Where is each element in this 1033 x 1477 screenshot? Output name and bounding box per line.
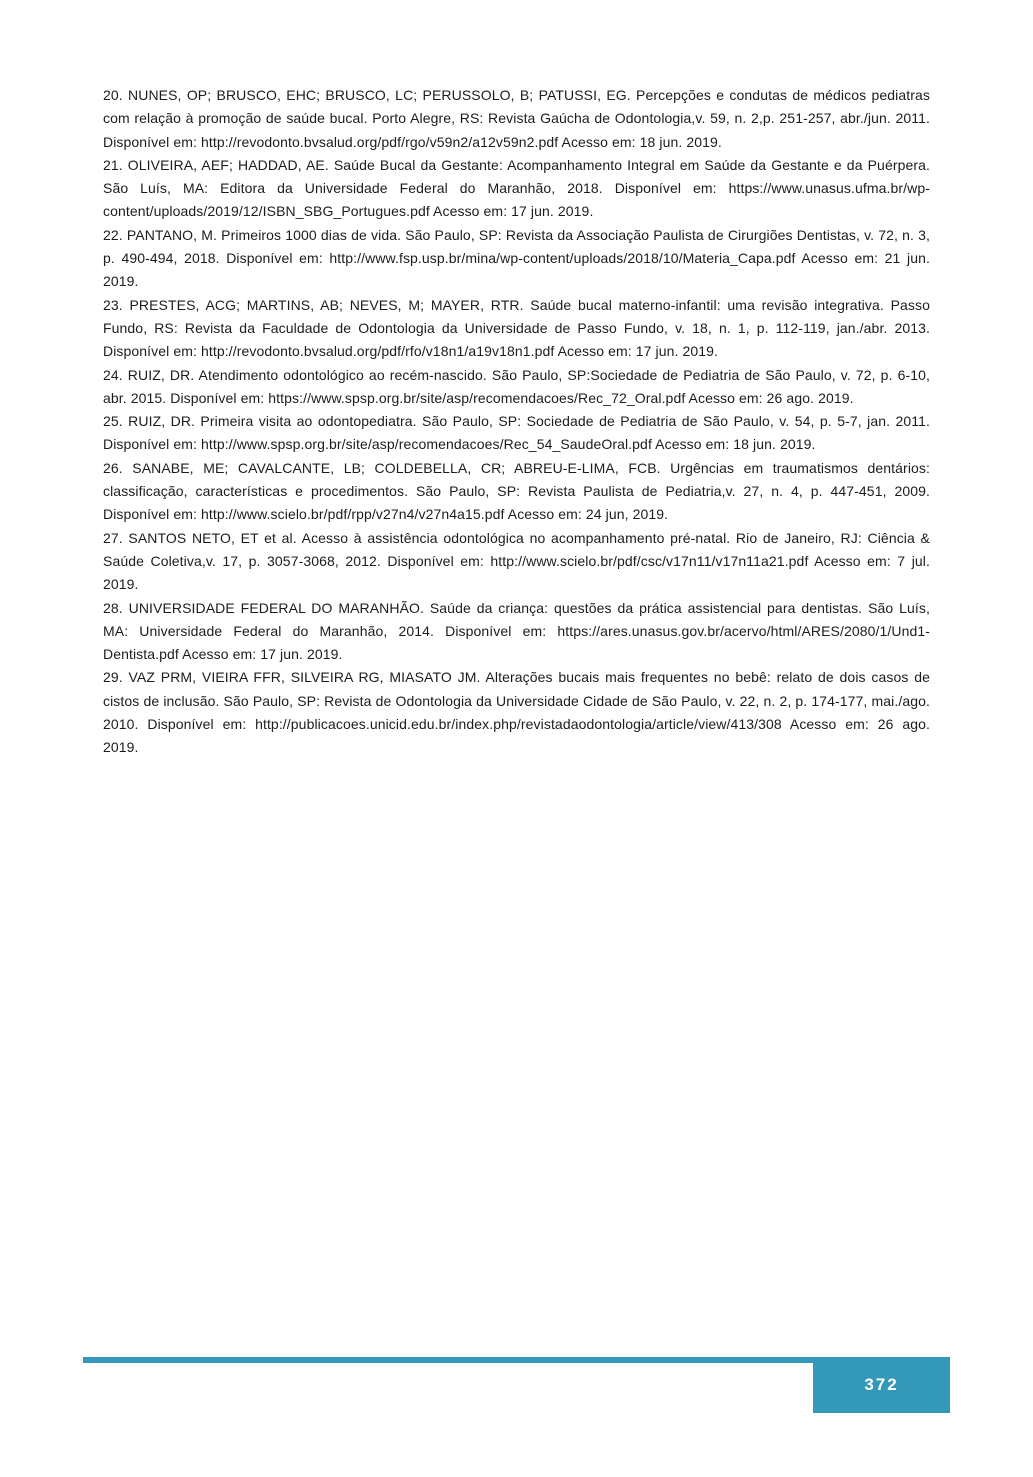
reference-item: 21. OLIVEIRA, AEF; HADDAD, AE. Saúde Bucal da Gestante: Acompanhamento Integral em Saúde da Gestante e da Puérpera. São Luís, MA: Editora da Universidade Federal do Maranhão, 2018. Disponível em: https://www.unasus.ufma.br/wp-content/uploads/2019/12/ISBN_SBG_Portugues.pdf Acesso em: 17 jun. 2019. bbox=[103, 156, 930, 220]
reference-item: 27. SANTOS NETO, ET et al. Acesso à assistência odontológica no acompanhamento pré-natal. Rio de Janeiro, RJ: Ciência & Saúde Coletiva,v. 17, p. 3057-3068, 2012. Disponível em: http://www.scielo.br/pdf/csc/v17n11/v17n11a21.pdf Acesso em: 7 jul. 2019. bbox=[103, 529, 930, 593]
reference-item: 22. PANTANO, M. Primeiros 1000 dias de vida. São Paulo, SP: Revista da Associação Paulista de Cirurgiões Dentistas, v. 72, n. 3, p. 490-494, 2018. Disponível em: http://www.fsp.usp.br/mina/wp-content/uploads/2018/10/Materia_Capa.pdf Acesso em: 21 jun. 2019. bbox=[103, 226, 930, 290]
page-number-badge bbox=[813, 1357, 950, 1413]
reference-item: 26. SANABE, ME; CAVALCANTE, LB; COLDEBELLA, CR; ABREU-E-LIMA, FCB. Urgências em traumatismos dentários: classificação, características e procedimentos. São Paulo, SP: Revista Paulista de Pediatria,v. 27, n. 4, p. 447-451, 2009. Disponível em: http://www.scielo.br/pdf/rpp/v27n4/v27n4a15.pdf Acesso em: 24 jun, 2019. bbox=[103, 459, 930, 523]
reference-item: 24. RUIZ, DR. Atendimento odontológico ao recém-nascido. São Paulo, SP:Sociedade de Pediatria de São Paulo, v. 72, p. 6-10, abr. 2015. Disponível em: https://www.spsp.org.br/site/asp/recomendacoes/Rec_72_Oral.pdf Acesso em: 26 ago. 2019. bbox=[103, 366, 930, 406]
reference-item: 28. UNIVERSIDADE FEDERAL DO MARANHÃO. Saúde da criança: questões da prática assistencial para dentistas. São Luís, MA: Universidade Federal do Maranhão, 2014. Disponível em: https://ares.unasus.gov.br/acervo/html/ARES/2080/1/Und1-Dentista.pdf Acesso em: 17 jun. 2019. bbox=[103, 599, 930, 663]
footer-rule bbox=[83, 1357, 813, 1363]
reference-item: 20. NUNES, OP; BRUSCO, EHC; BRUSCO, LC; PERUSSOLO, B; PATUSSI, EG. Percepções e condutas de médicos pediatras com relação à promoção de saúde bucal. Porto Alegre, RS: Revista Gaúcha de Odontologia,v. 59, n. 2,p. 251-257, abr./jun. 2011. Disponível em: http://revodonto.bvsalud.org/pdf/rgo/v59n2/a12v59n2.pdf Acesso em: 18 jun. 2019. bbox=[103, 87, 930, 150]
reference-item: 25. RUIZ, DR. Primeira visita ao odontopediatra. São Paulo, SP: Sociedade de Pediatria de São Paulo, v. 54, p. 5-7, jan. 2011. Disponível em: http://www.spsp.org.br/site/asp/recomendacoes/Rec_54_SaudeOral.pdf Acesso em: 18 jun. 2019. bbox=[103, 413, 930, 453]
reference-item: 29. VAZ PRM, VIEIRA FFR, SILVEIRA RG, MIASATO JM. Alterações bucais mais frequentes no bebê: relato de dois casos de cistos de inclusão. São Paulo, SP: Revista de Odontologia da Universidade Cidade de São Paulo, v. 22, n. 2, p. 174-177, mai./ago. 2010. Disponível em: http://publicacoes.unicid.edu.br/index.php/revistadaodontologia/article/view/413/308 Acesso em: 26 ago. 2019. bbox=[103, 669, 930, 756]
page-number: 372 bbox=[864, 1375, 899, 1394]
reference-item: 23. PRESTES, ACG; MARTINS, AB; NEVES, M; MAYER, RTR. Saúde bucal materno-infantil: uma revisão integrativa. Passo Fundo, RS: Revista da Faculdade de Odontologia da Universidade de Passo Fundo, v. 18, n. 1, p. 112-119, jan./abr. 2013. Disponível em: http://revodonto.bvsalud.org/pdf/rfo/v18n1/a19v18n1.pdf Acesso em: 17 jun. 2019. bbox=[103, 296, 930, 360]
references-list bbox=[103, 84, 930, 760]
